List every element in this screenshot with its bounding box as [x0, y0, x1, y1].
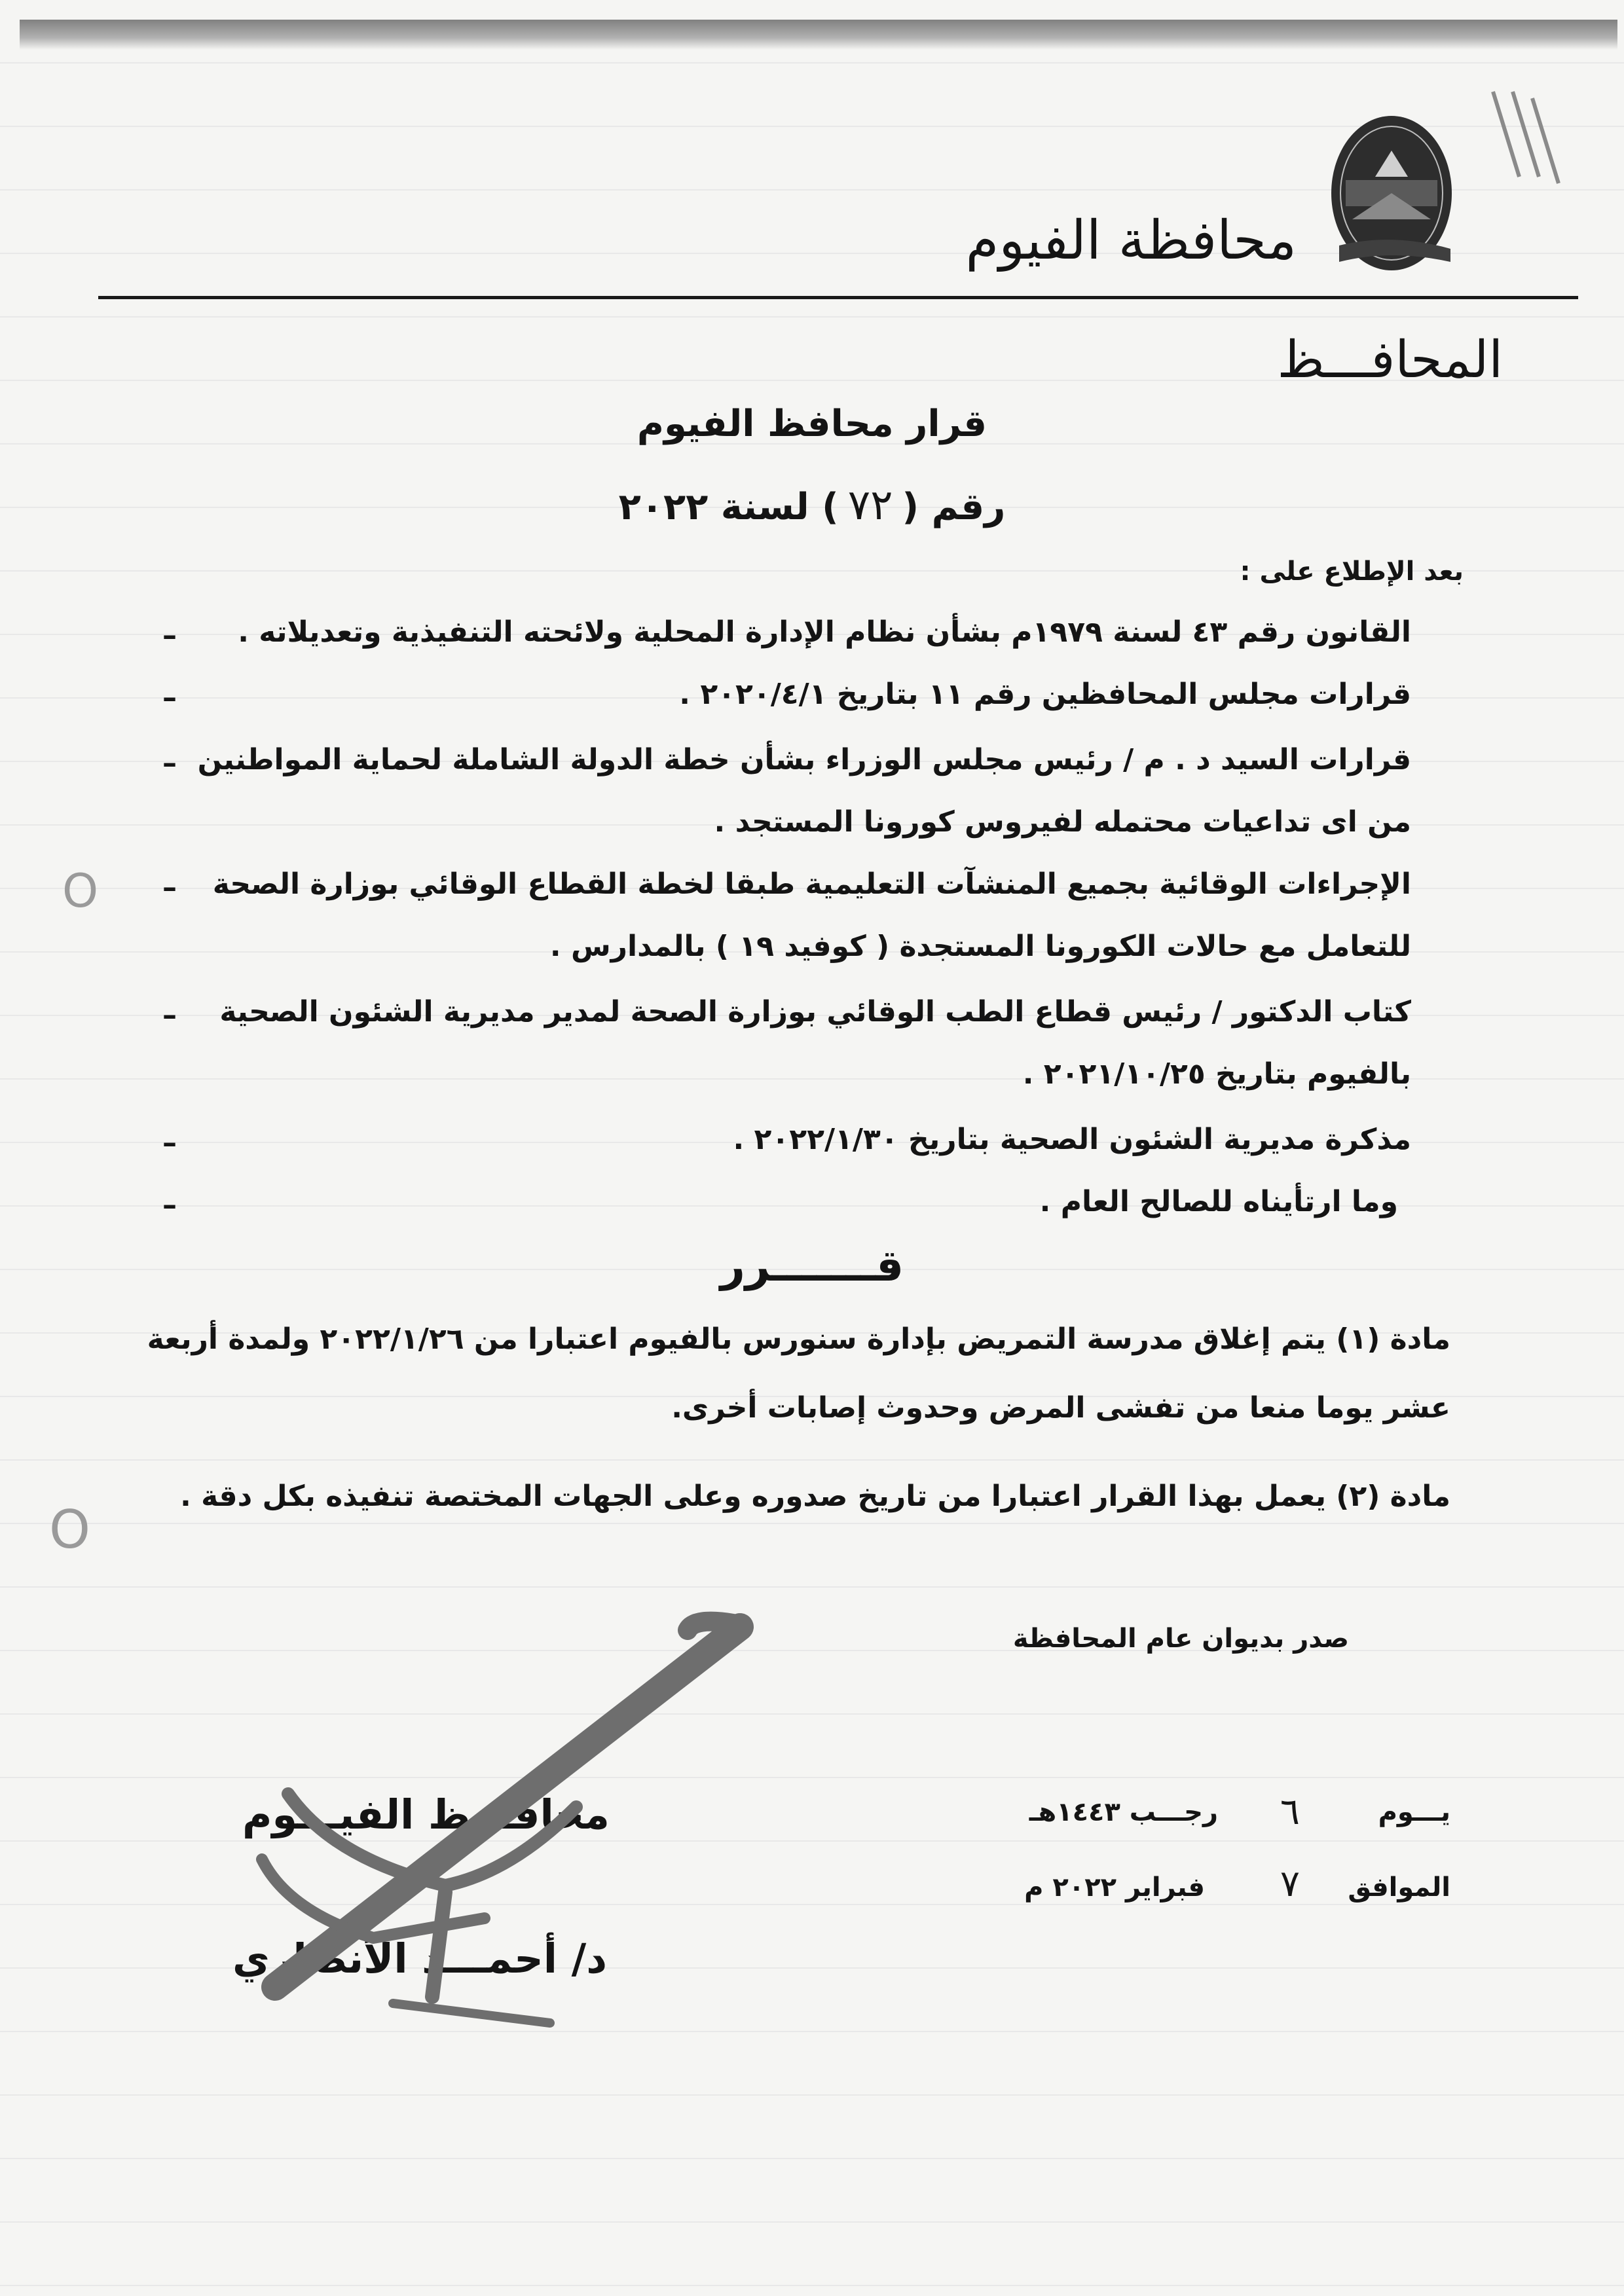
- article-2: مادة (٢) يعمل بهذا القرار اعتبارا من تاريخ صدوره وعلى الجهات المختصة تنفيذه بكل دقة .: [180, 1480, 1450, 1513]
- decision-title: قرار محافظ الفيوم: [637, 403, 987, 445]
- preamble-item: وما ارتأيناه للصالح العام .: [1039, 1185, 1398, 1218]
- preamble-item: مذكرة مديرية الشئون الصحية بتاريخ ٢٠٢٢/١/٣٠ .: [733, 1123, 1411, 1156]
- office-label: المحافـــظ: [1277, 331, 1503, 390]
- issued-at: صدر بديوان عام المحافظة: [1012, 1624, 1349, 1654]
- article-1-line-1: مادة (١) يتم إغلاق مدرسة التمريض بإدارة سنورس بالفيوم اعتبارا من ٢٠٢٢/١/٢٦ ولمدة أربعة: [147, 1322, 1450, 1356]
- hijri-label: يـــوم: [1378, 1797, 1450, 1827]
- preamble-item-continued: للتعامل مع حالات الكورونا المستجدة ( كوفيد ١٩ ) بالمدارس .: [549, 930, 1411, 963]
- margin-circle-mark: O: [49, 1499, 90, 1560]
- bullet-dash: –: [162, 998, 177, 1032]
- corner-strokes-mark: [1473, 85, 1572, 190]
- bullet-dash: –: [162, 619, 177, 652]
- decree-heading: قـــــــرر: [720, 1241, 904, 1291]
- preamble-item-continued: بالفيوم بتاريخ ٢٠٢١/١٠/٢٥ .: [1022, 1057, 1411, 1091]
- gregorian-date: فبراير ٢٠٢٢ م: [1024, 1872, 1205, 1903]
- gregorian-label: الموافق: [1348, 1872, 1450, 1903]
- bullet-dash: –: [162, 681, 177, 714]
- preamble-item: كتاب الدكتور / رئيس قطاع الطب الوقائي بوزارة الصحة لمدير مديرية الشئون الصحية: [219, 995, 1411, 1029]
- scan-edge-shadow: [20, 20, 1617, 50]
- decision-number-value: ٧٢: [847, 481, 893, 530]
- bullet-dash: –: [162, 1188, 177, 1222]
- bullet-dash: –: [162, 1126, 177, 1159]
- gregorian-day: ٧: [1280, 1863, 1300, 1905]
- governorate-emblem-icon: [1326, 115, 1457, 278]
- governorate-title: محافظة الفيوم: [965, 210, 1297, 272]
- margin-circle-mark: O: [62, 864, 99, 918]
- bullet-dash: –: [162, 746, 177, 780]
- bullet-dash: –: [162, 871, 177, 904]
- hijri-day: ٦: [1280, 1791, 1300, 1833]
- preamble-item-continued: من اى تداعيات محتمله لفيروس كورونا المستجد .: [714, 805, 1411, 839]
- hijri-date: رجـــب ١٤٤٣هـ: [1029, 1797, 1218, 1827]
- preamble-item: قرارات السيد د . م / رئيس مجلس الوزراء بشأن خطة الدولة الشاملة لحماية المواطنين: [197, 743, 1411, 776]
- preamble-intro: بعد الإطلاع على :: [1240, 556, 1464, 587]
- article-1-line-2: عشر يوما منعا من تفشى المرض وحدوث إصابات أخرى.: [671, 1391, 1450, 1425]
- preamble-item: الإجراءات الوقائية بجميع المنشآت التعليمية طبقا لخطة القطاع الوقائي بوزارة الصحة: [212, 867, 1411, 901]
- decision-number-suffix: ) لسنة ٢٠٢٢: [618, 486, 839, 528]
- signature-icon: [236, 1611, 773, 2030]
- governor-title: محافـــظ الفيـــوم: [242, 1791, 610, 1838]
- preamble-item: القانون رقم ٤٣ لسنة ١٩٧٩م بشأن نظام الإدارة المحلية ولائحته التنفيذية وتعديلاته .: [238, 615, 1411, 649]
- decision-number-prefix: رقم (: [902, 486, 1006, 528]
- decision-number: [0, 481, 1624, 530]
- header-divider: [98, 296, 1578, 299]
- governor-name: د/ أحمـــد الأنصاري: [232, 1935, 608, 1982]
- preamble-item: قرارات مجلس المحافظين رقم ١١ بتاريخ ٢٠٢٠/٤/١ .: [679, 678, 1411, 711]
